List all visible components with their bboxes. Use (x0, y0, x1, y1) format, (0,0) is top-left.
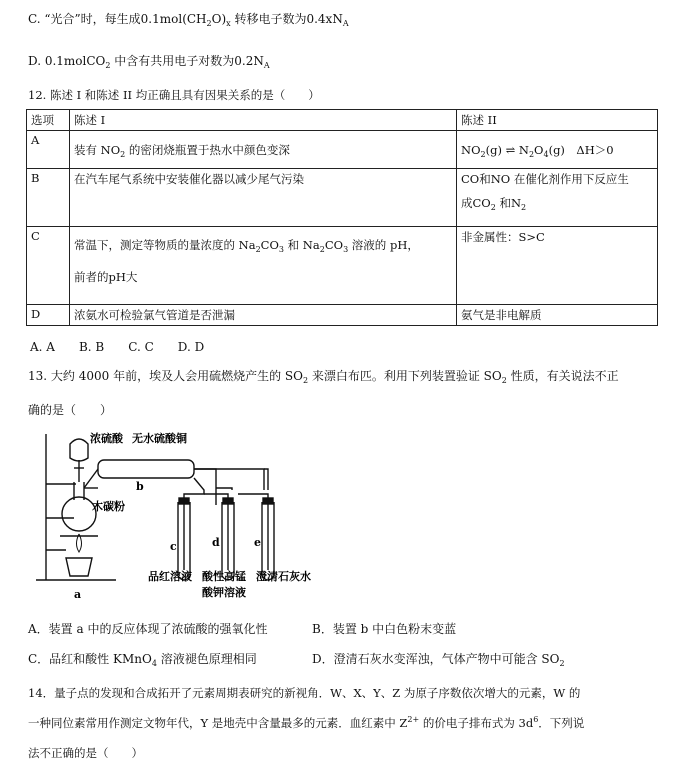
q13-option-a: A．装置 a 中的反应体现了浓硫酸的强氧化性 (28, 622, 268, 636)
row-c-statement-2: 非金属性：S>C (457, 227, 658, 305)
table-row-b (27, 169, 658, 227)
q14-stem-line3: 法不正确的是（ ） (28, 746, 143, 760)
label-c: c (170, 540, 177, 553)
q13-option-c: C．品红和酸性 KMnO$_4$ 溶液褪色原理相同 (28, 652, 257, 668)
table-row-a (27, 131, 658, 169)
q13-stem-line1: 13. 大约 4000 年前，埃及人会用硫燃烧产生的 $SO_2$ 来漂白布匹。利用下列装置验证 $SO_2$ 性质，有关说法不正 (28, 369, 619, 385)
row-a-statement-2: $NO_2(g)$ ⇌ $N_2O_4(g)$ ΔH＞0 (457, 131, 658, 169)
label-fuchsin-solution: 品红溶液 (148, 570, 192, 583)
q14-stem-line2: 一种同位素常用作测定文物年代，Y 是地壳中含量最多的元素．血红素中 $Z^{2+}$ 的价电子排布式为 $3d^6$．下列说 (28, 715, 585, 730)
row-d-statement-1: 浓氨水可检验氯气管道是否泄漏 (70, 305, 457, 326)
row-b-statement-2: CO和NO 在催化剂作用下反应生 成$CO_2$ 和$N_2$ (457, 169, 658, 227)
row-d-statement-2: 氨气是非电解质 (457, 305, 658, 326)
label-e: e (254, 536, 261, 549)
drying-tube-b (98, 460, 194, 478)
row-a-statement-1: 装有 $NO_2$ 的密闭烧瓶置于热水中颜色变深 (70, 131, 457, 169)
label-b: b (136, 480, 144, 493)
row-b-statement-1: 在汽车尾气系统中安装催化器以减少尾气污染 (70, 169, 457, 227)
table-row-c (27, 227, 658, 305)
table-header-row (27, 110, 658, 131)
table-row-d (27, 305, 658, 326)
label-a: a (74, 588, 82, 601)
label-d: d (212, 536, 220, 549)
q13-option-b: B．装置 b 中白色粉末变蓝 (312, 622, 457, 636)
header-statement-2: 陈述 II (457, 110, 658, 131)
q12-options: A. A B. B C. C D. D (30, 340, 205, 354)
label-limewater: 澄清石灰水 (256, 570, 311, 583)
q14-stem-line1: 14．量子点的发现和合成拓开了元素周期表研究的新视角．W、X、Y、Z 为原子序数依次增大的元素，W 的 (28, 686, 581, 700)
separatory-funnel (70, 439, 88, 461)
header-statement-1: 陈述 I (70, 110, 457, 131)
q13-option-d: D．澄清石灰水变浑浊，气体产物中可能含 $SO_2$ (312, 652, 565, 668)
row-c-option: C (27, 227, 70, 305)
row-b-option: B (27, 169, 70, 227)
alcohol-lamp (66, 558, 92, 576)
q11-option-d: D. 0.1molCO$_2$ 中含有共用电子对数为$0.2N_A$ (28, 54, 270, 70)
header-option: 选项 (27, 110, 70, 131)
label-carbon-powder: 木碳粉 (92, 500, 125, 513)
label-conc-sulfuric-acid: 浓硫酸 (90, 432, 123, 445)
label-kmno4-line1: 酸性高锰 (202, 570, 246, 583)
row-d-option: D (27, 305, 70, 326)
q11-option-c: C. “光合”时，每生成$0.1mol(CH_2O)_x$ 转移电子数为$0.4xN_A$ (28, 12, 349, 28)
q12-stem: 12. 陈述 I 和陈述 II 均正确且具有因果关系的是（ ） (28, 88, 320, 102)
round-bottom-flask (62, 497, 96, 531)
label-kmno4-line2: 酸钾溶液 (202, 586, 246, 599)
row-c-statement-1: 常温下，测定等物质的量浓度的 $Na_2CO_3$ 和 $Na_2CO_3$ 溶液的 pH， 前者的pH大 (70, 227, 457, 305)
q13-stem-line2: 确的是（ ） (28, 403, 113, 417)
label-anhydrous-cuso4: 无水硫酸铜 (132, 432, 187, 445)
experiment-apparatus (36, 430, 336, 610)
q12-table (26, 109, 658, 326)
row-a-option: A (27, 131, 70, 169)
